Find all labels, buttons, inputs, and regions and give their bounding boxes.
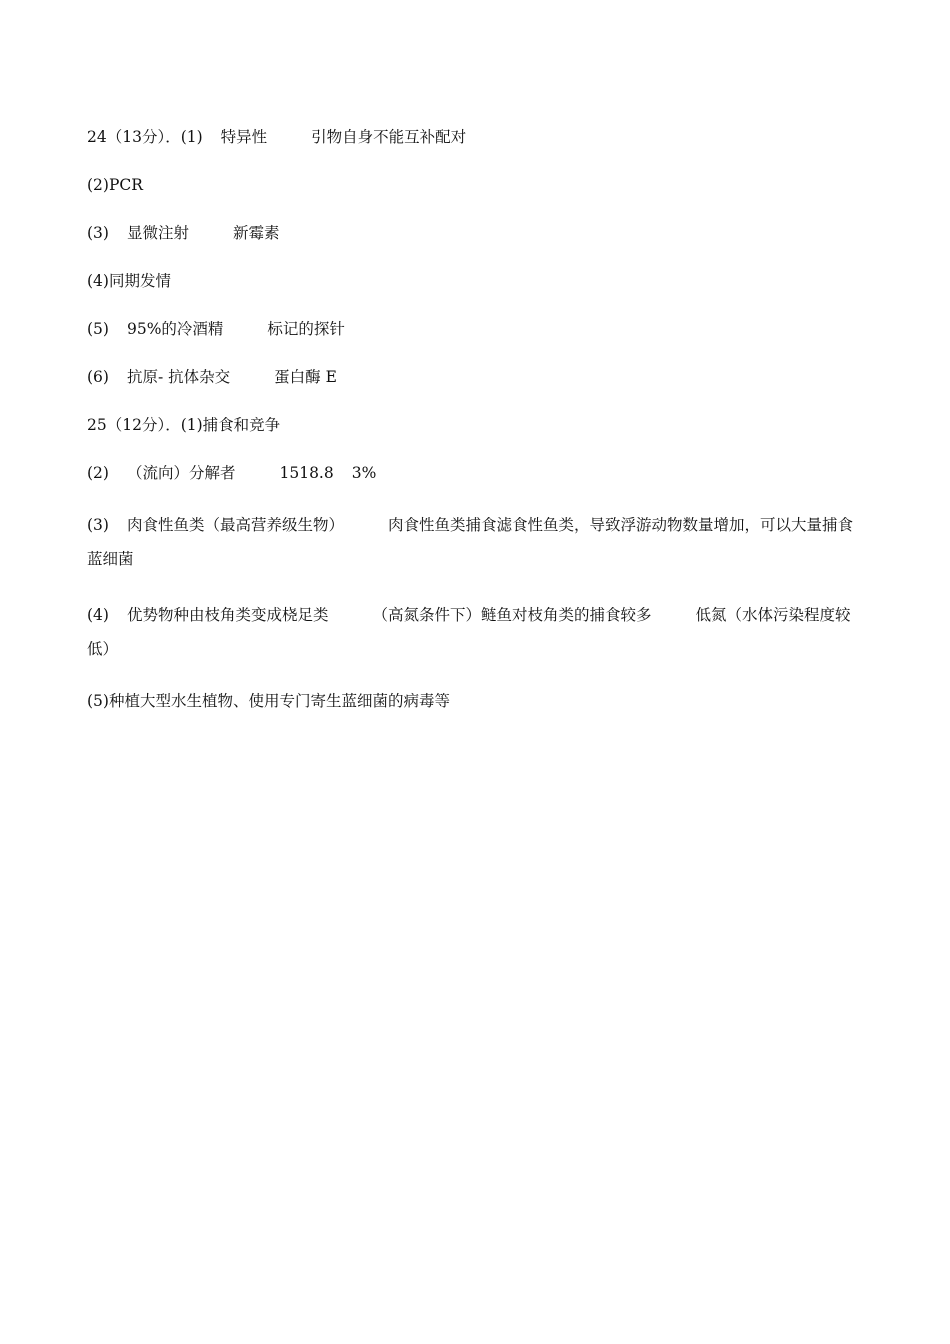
- q24-line-6: [87, 364, 867, 412]
- q25-p4-number: (4): [87, 606, 109, 624]
- q24-line-5: [87, 316, 867, 364]
- q25-line-1: [87, 412, 867, 460]
- q25-p4-answer-c: 低氮（水体污染程度较低）: [87, 606, 851, 658]
- q25-p3-answer-b: 肉食性鱼类捕食滤食性鱼类，导致浮游动物数量增加，可以大量捕食蓝细菌: [87, 516, 853, 568]
- q25-p2-answer-c: 3%: [351, 464, 377, 482]
- q24-p5-answer-a: 95%的冷酒精: [126, 320, 224, 338]
- q25-p4-answer-b: （高氮条件下）鲢鱼对枝角类的捕食较多: [372, 606, 652, 624]
- q24-p1-answer-b: 引物自身不能互补配对: [311, 128, 467, 146]
- q25-p2-answer-b: 1518.8: [279, 464, 334, 482]
- q24-p6-answer-b: 蛋白酶 E: [274, 368, 337, 386]
- q24-p1-answer-a: 特异性: [220, 128, 268, 146]
- q25-p4-answer-a: 优势物种由枝角类变成桡足类: [126, 606, 329, 624]
- q24-line-4: [87, 268, 867, 316]
- q25-p2-answer-a: （流向）分解者: [126, 464, 236, 482]
- q24-p6-number: (6): [87, 368, 109, 386]
- q25-p3-number: (3): [87, 516, 109, 534]
- q24-line-2: [87, 172, 867, 220]
- q24-p4-answer: (4)同期发情: [87, 272, 171, 290]
- q25-line-4: [87, 598, 867, 666]
- q25-header: 25（12分）．(1)捕食和竞争: [87, 416, 281, 434]
- answer-content: [87, 124, 867, 736]
- q24-p5-answer-b: 标记的探针: [267, 320, 345, 338]
- q25-line-3: [87, 508, 867, 576]
- q25-p2-number: (2): [87, 464, 109, 482]
- q24-header: 24（13分）．(1): [87, 128, 203, 146]
- q24-line-1: [87, 124, 867, 172]
- q25-p5-answer: (5)种植大型水生植物、使用专门寄生蓝细菌的病毒等: [87, 692, 450, 710]
- q25-line-2: [87, 460, 867, 508]
- q24-line-3: [87, 220, 867, 268]
- q24-p3-number: (3): [87, 224, 109, 242]
- q24-p6-answer-a: 抗原- 抗体杂交: [126, 368, 231, 386]
- q24-p3-answer-a: 显微注射: [126, 224, 189, 242]
- q24-p5-number: (5): [87, 320, 109, 338]
- q24-p3-answer-b: 新霉素: [232, 224, 280, 242]
- q25-p3-answer-a: 肉食性鱼类（最高营养级生物）: [126, 516, 344, 534]
- q24-p2-answer: (2)PCR: [87, 176, 143, 194]
- q25-line-5: [87, 688, 867, 736]
